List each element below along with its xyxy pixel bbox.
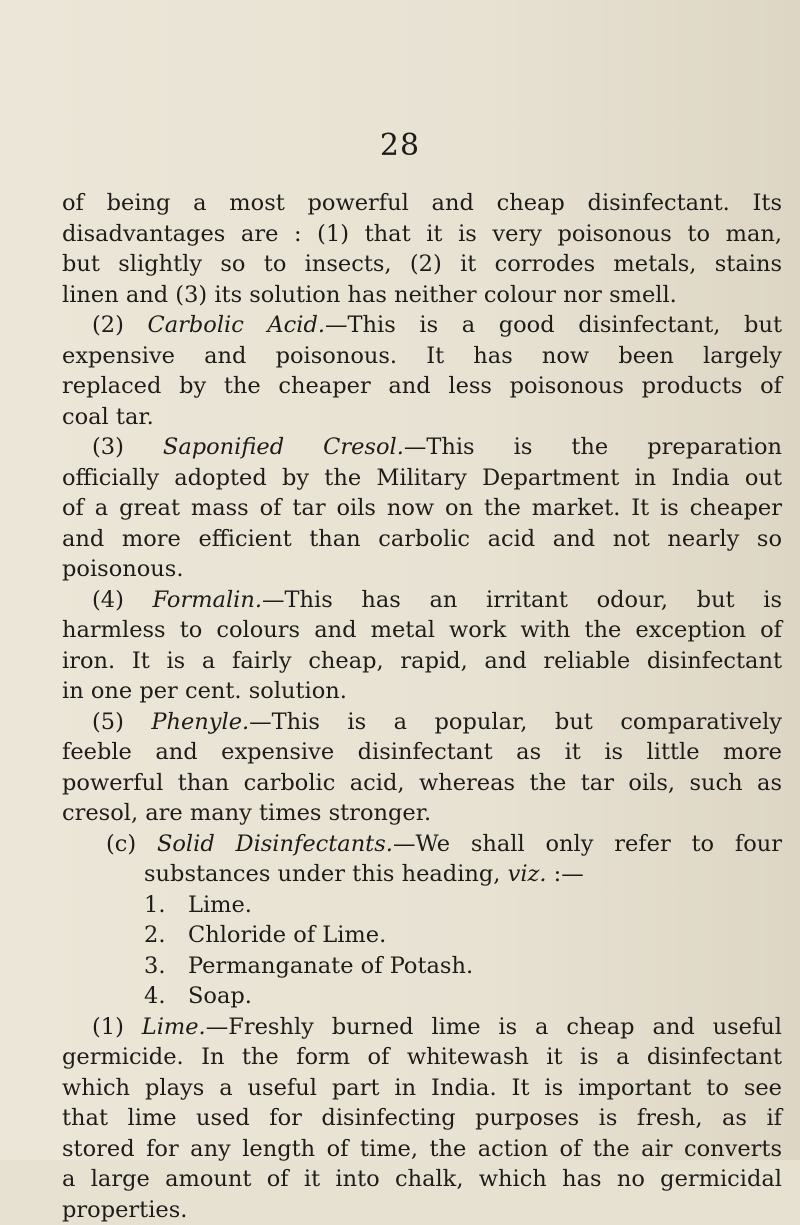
list-number: 2. — [144, 920, 188, 951]
item-text: —Freshly burned lime is a cheap and useful — [206, 1014, 782, 1040]
text-line: germicide. In the form of whitewash it is a disinfectant — [62, 1042, 782, 1073]
text-fragment: :— — [547, 861, 584, 887]
item-text: —This is a good disinfectant, but — [325, 312, 782, 338]
text-line: of being a most powerful and cheap disinfectant. Its — [62, 188, 782, 219]
list-item — [62, 920, 782, 951]
item-number: (4) — [92, 587, 153, 613]
page-number: 28 — [0, 128, 800, 163]
text-line: stored for any length of time, the action of the air converts — [62, 1134, 782, 1165]
text-line: expensive and poisonous. It has now been largely — [62, 341, 782, 372]
section-number: (c) — [106, 831, 157, 857]
list-item — [62, 890, 782, 921]
text-line: disadvantages are : (1) that it is very poisonous to man, — [62, 219, 782, 250]
text-line: linen and (3) its solution has neither colour nor smell. — [62, 280, 782, 311]
list-item — [62, 981, 782, 1012]
item-number: (3) — [92, 434, 163, 460]
text-line: cresol, are many times stronger. — [62, 798, 782, 829]
paragraph-heading-phenyle — [62, 707, 782, 738]
paragraph-heading-saponified-cresol — [62, 432, 782, 463]
item-number: (1) — [92, 1014, 142, 1040]
list-text: Chloride of Lime. — [188, 922, 386, 948]
list-number: 1. — [144, 890, 188, 921]
text-line: feeble and expensive disinfectant as it is little more — [62, 737, 782, 768]
item-title: Lime. — [142, 1014, 206, 1040]
section-title: Solid Disinfectants. — [157, 831, 393, 857]
text-line: coal tar. — [62, 402, 782, 433]
list-text: Soap. — [188, 983, 252, 1009]
section-heading-solid-disinfectants — [62, 829, 782, 860]
text-line: of a great mass of tar oils now on the market. It is cheaper — [62, 493, 782, 524]
paragraph-heading-formalin — [62, 585, 782, 616]
text-line: replaced by the cheaper and less poisonous products of — [62, 371, 782, 402]
list-number: 3. — [144, 951, 188, 982]
text-line: a large amount of it into chalk, which has no germicidal — [62, 1164, 782, 1195]
item-title: Saponified Cresol. — [163, 434, 404, 460]
text-line: iron. It is a fairly cheap, rapid, and reliable disinfectant — [62, 646, 782, 677]
text-line: in one per cent. solution. — [62, 676, 782, 707]
text-line: poisonous. — [62, 554, 782, 585]
list-number: 4. — [144, 981, 188, 1012]
text-line — [62, 859, 782, 890]
text-line: officially adopted by the Military Department in India out — [62, 463, 782, 494]
text-line: that lime used for disinfecting purposes is fresh, as if — [62, 1103, 782, 1134]
text-line: harmless to colours and metal work with the exception of — [62, 615, 782, 646]
section-text: —We shall only refer to four — [393, 831, 782, 857]
item-number: (5) — [92, 709, 151, 735]
text-fragment: substances under this heading, — [144, 861, 508, 887]
abbreviation: viz. — [508, 861, 547, 887]
item-title: Carbolic Acid. — [147, 312, 325, 338]
item-text: —This is a popular, but comparatively — [249, 709, 782, 735]
body-text — [62, 188, 782, 1225]
item-text: —This has an irritant odour, but is — [262, 587, 782, 613]
list-text: Lime. — [188, 892, 252, 918]
text-line: powerful than carbolic acid, whereas the tar oils, such as — [62, 768, 782, 799]
paragraph-heading-carbolic-acid — [62, 310, 782, 341]
list-item — [62, 951, 782, 982]
text-line: which plays a useful part in India. It is important to see — [62, 1073, 782, 1104]
item-number: (2) — [92, 312, 147, 338]
item-text: —This is the preparation — [404, 434, 782, 460]
item-title: Phenyle. — [151, 709, 249, 735]
list-text: Permanganate of Potash. — [188, 953, 473, 979]
text-line: properties. — [62, 1195, 782, 1225]
item-title: Formalin. — [153, 587, 262, 613]
text-line: but slightly so to insects, (2) it corrodes metals, stains — [62, 249, 782, 280]
text-line: and more efficient than carbolic acid and not nearly so — [62, 524, 782, 555]
paragraph-heading-lime — [62, 1012, 782, 1043]
